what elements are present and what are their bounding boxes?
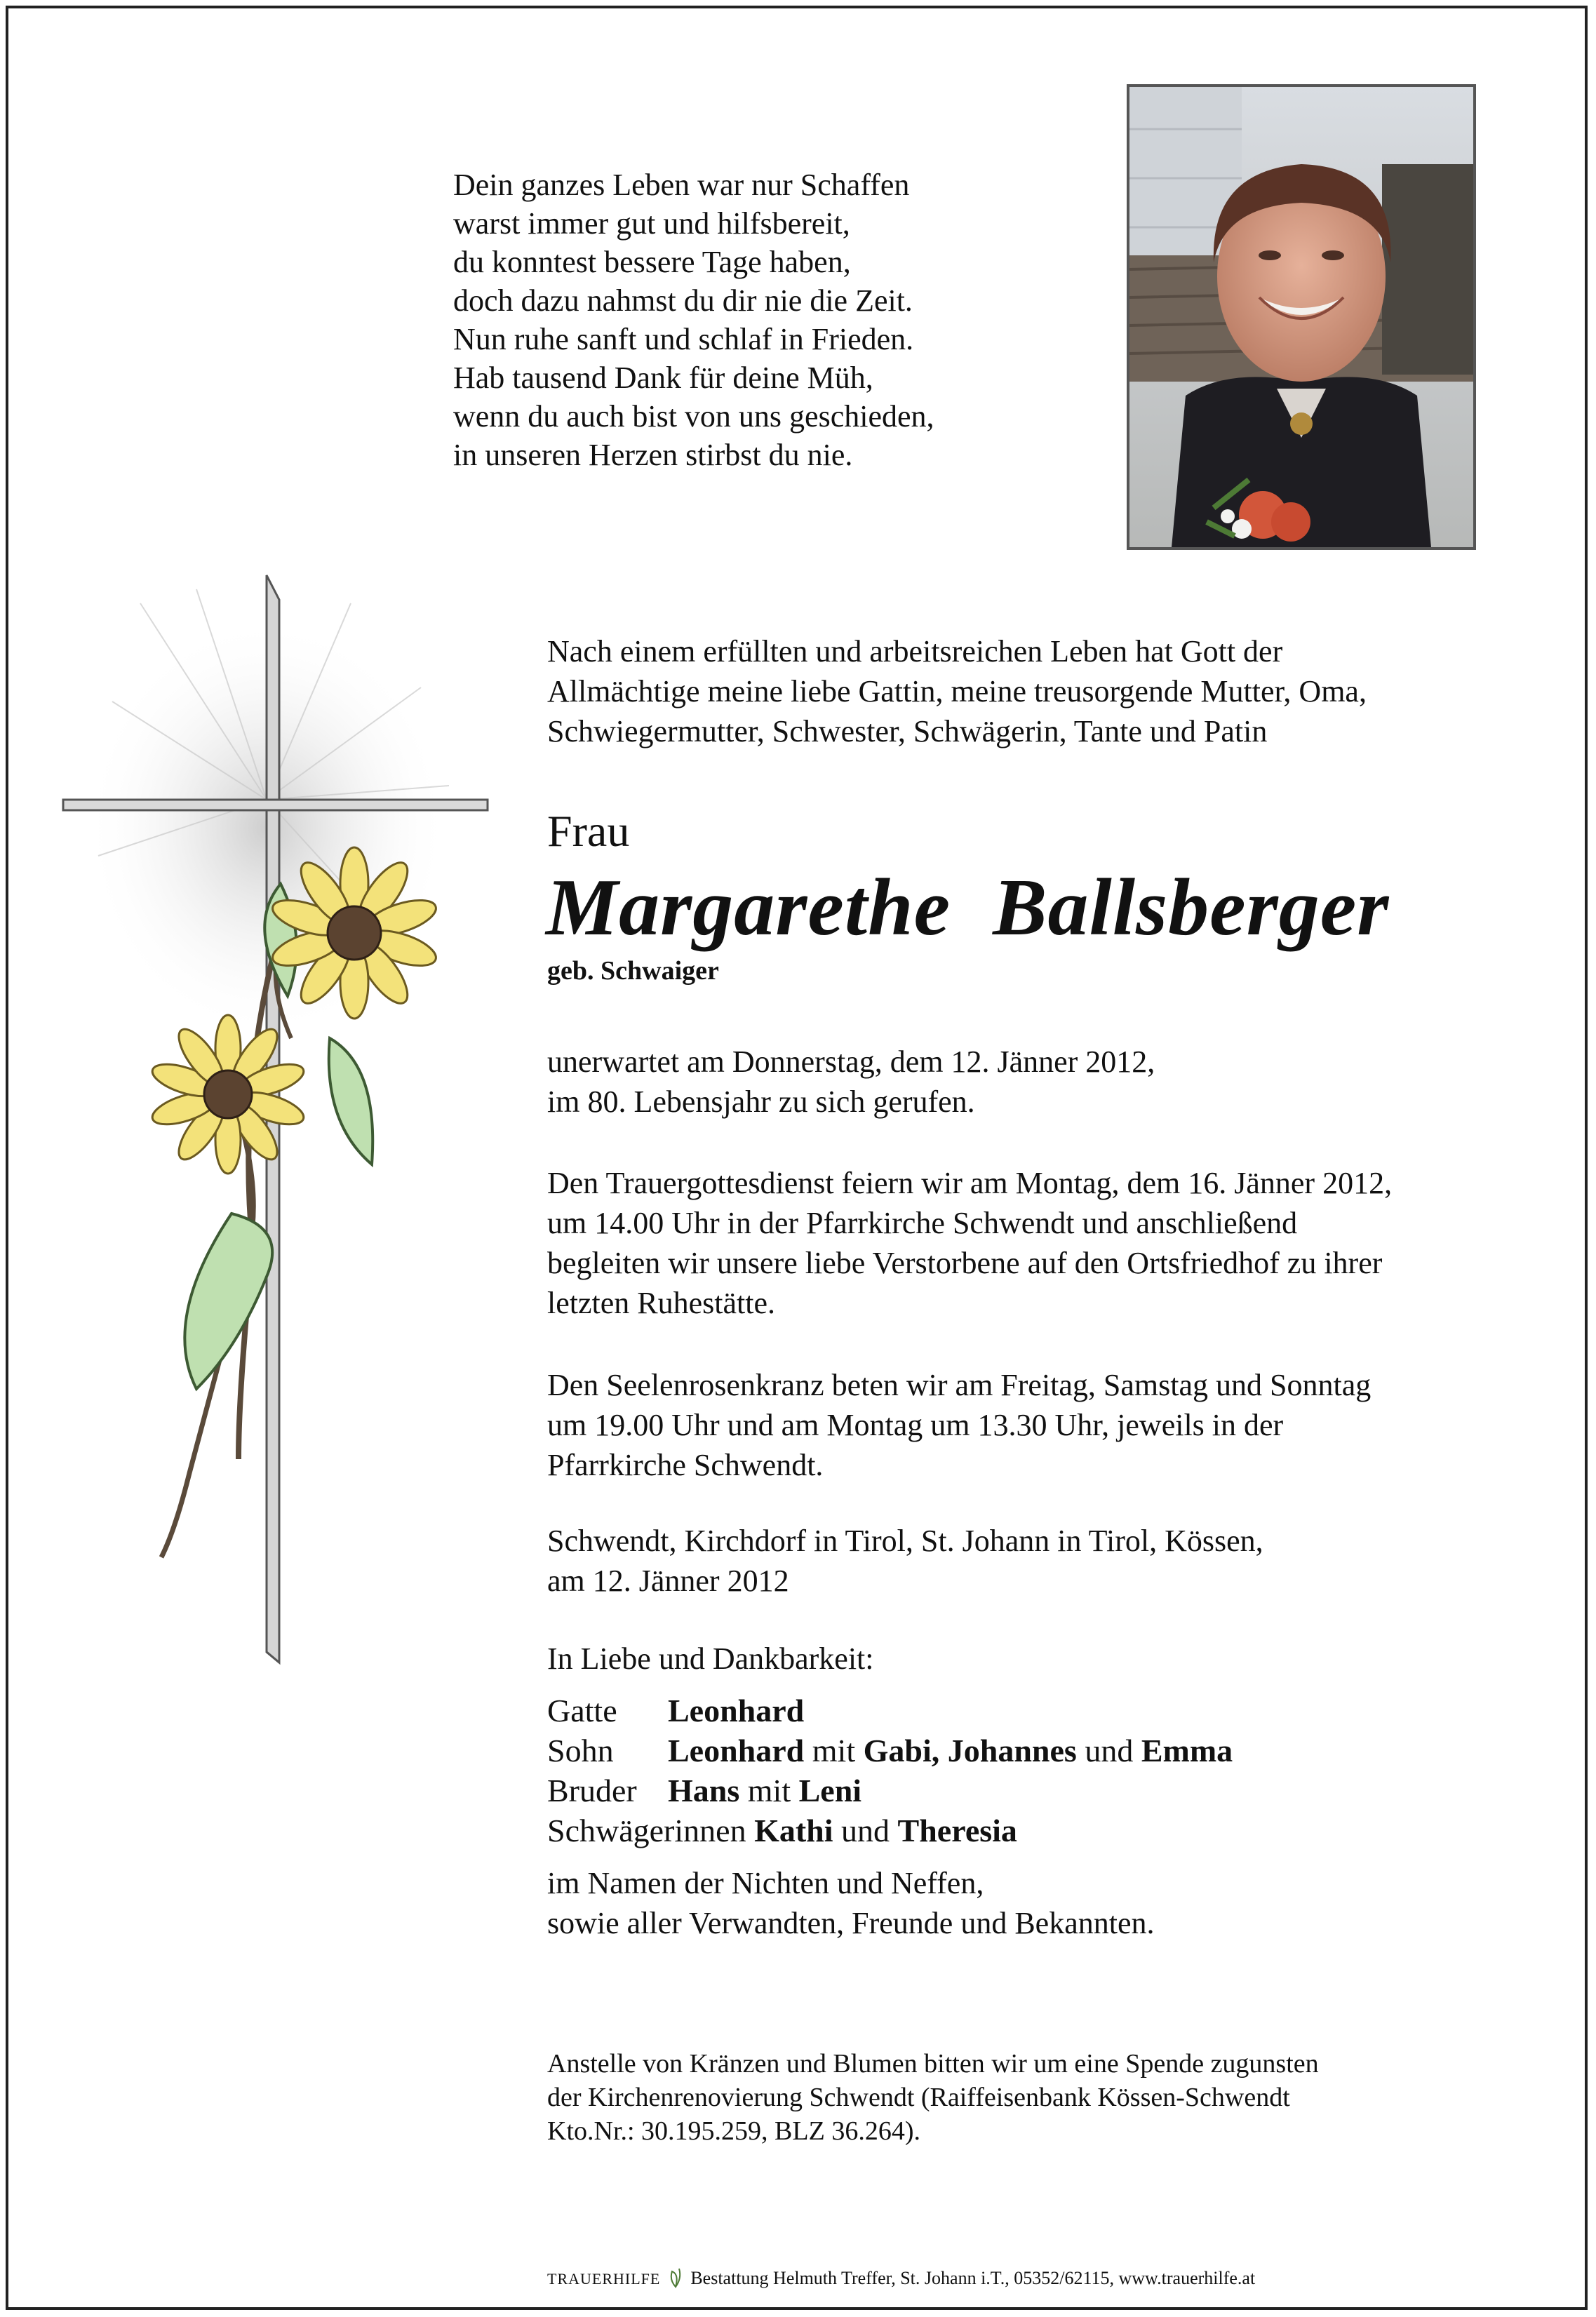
connector: mit: [812, 1733, 856, 1768]
text-line: Den Seelenrosenkranz beten wir am Freitag, Samstag und Sonntag: [547, 1368, 1372, 1402]
last-name: Ballsberger: [993, 863, 1390, 953]
connector: und: [1085, 1733, 1134, 1768]
poem-line: Hab tausend Dank für deine Müh,: [453, 361, 873, 395]
relation-label: Schwägerinnen: [547, 1813, 746, 1848]
footer: [547, 2267, 1255, 2289]
funeral-service: [547, 1163, 1550, 1323]
relative-name: Theresia: [897, 1813, 1017, 1848]
relative-name: Leonhard: [668, 1733, 805, 1768]
text-line: der Kirchenrenovierung Schwendt (Raiffeisenbank Kössen-Schwendt: [547, 2083, 1290, 2112]
relative-name: Kathi: [754, 1813, 833, 1848]
footer-brand: TRAUERHILFE: [547, 2270, 661, 2288]
text-line: Schwendt, Kirchdorf in Tirol, St. Johann in Tirol, Kössen,: [547, 1524, 1263, 1558]
text-line: Anstelle von Kränzen und Blumen bitten wir um eine Spende zugunsten: [547, 2049, 1319, 2078]
poem-line: doch dazu nahmst du dir nie die Zeit.: [453, 283, 913, 318]
rosary-prayer: [547, 1365, 1550, 1485]
poem-line: warst immer gut und hilfsbereit,: [453, 206, 850, 241]
cross-sunflower-illustration: [56, 561, 505, 1684]
relatives-list: [547, 1691, 1233, 1851]
text-line: Allmächtige meine liebe Gattin, meine treusorgende Mutter, Oma,: [547, 674, 1367, 708]
portrait-image: [1129, 87, 1473, 547]
text-line: am 12. Jänner 2012: [547, 1564, 789, 1598]
poem: [453, 166, 1085, 474]
death-notice: [547, 1042, 1550, 1122]
poem-line: Dein ganzes Leben war nur Schaffen: [453, 168, 910, 202]
text-line: Nach einem erfüllten und arbeitsreichen Leben hat Gott der: [547, 634, 1283, 669]
text-line: Kto.Nr.: 30.195.259, BLZ 36.264).: [547, 2116, 920, 2146]
cross-icon: [56, 561, 505, 1684]
relative-row: [547, 1811, 1233, 1851]
text-line: begleiten wir unsere liebe Verstorbene auf den Ortsfriedhof zu ihrer: [547, 1246, 1383, 1280]
gratitude-heading: [547, 1639, 1550, 1679]
relative-row: [547, 1691, 1233, 1731]
text-line: In Liebe und Dankbarkeit:: [547, 1641, 874, 1676]
salutation: Frau: [547, 806, 630, 856]
deceased-name: [546, 861, 1389, 955]
relation-label: Bruder: [547, 1773, 637, 1808]
poem-line: in unseren Herzen stirbst du nie.: [453, 438, 853, 472]
connector: und: [841, 1813, 890, 1848]
text-line: im 80. Lebensjahr zu sich gerufen.: [547, 1084, 975, 1119]
poem-line: Nun ruhe sanft und schlaf in Frieden.: [453, 322, 914, 356]
text-line: Schwiegermutter, Schwester, Schwägerin, Tante und Patin: [547, 714, 1268, 748]
text-line: sowie aller Verwandten, Freunde und Bekannten.: [547, 1906, 1155, 1940]
text-line: Pfarrkirche Schwendt.: [547, 1448, 824, 1482]
text-line: Den Trauergottesdienst feiern wir am Montag, dem 16. Jänner 2012,: [547, 1166, 1393, 1200]
text-line: um 19.00 Uhr und am Montag um 13.30 Uhr, jeweils in der: [547, 1408, 1284, 1442]
text-line: letzten Ruhestätte.: [547, 1286, 775, 1320]
birth-name: geb. Schwaiger: [547, 956, 719, 986]
leaf-icon: [668, 2267, 683, 2288]
footer-text: Bestattung Helmuth Treffer, St. Johann i.T., 05352/62115, www.trauerhilfe.at: [690, 2268, 1256, 2288]
relative-name: Leni: [798, 1773, 862, 1808]
text-line: um 14.00 Uhr in der Pfarrkirche Schwendt und anschließend: [547, 1206, 1298, 1240]
text-line: im Namen der Nichten und Neffen,: [547, 1866, 984, 1900]
relative-row: [547, 1731, 1233, 1771]
relative-name: Emma: [1141, 1733, 1233, 1768]
closing-text: [547, 1863, 1550, 1943]
sunflower-icon: [149, 1015, 307, 1174]
donation-note: [547, 2047, 1319, 2148]
poem-line: wenn du auch bist von uns geschieden,: [453, 399, 934, 434]
place-date: [547, 1521, 1550, 1601]
intro-text: [547, 631, 1550, 751]
relative-name: Gabi, Johannes: [863, 1733, 1077, 1768]
first-name: Margarethe: [546, 863, 951, 953]
relation-label: Gatte: [547, 1693, 617, 1728]
portrait-photo: [1127, 84, 1476, 550]
relative-name: Leonhard: [668, 1693, 805, 1728]
text-line: unerwartet am Donnerstag, dem 12. Jänner 2012,: [547, 1045, 1155, 1079]
relation-label: Sohn: [547, 1733, 614, 1768]
poem-line: du konntest bessere Tage haben,: [453, 245, 851, 279]
relative-row: [547, 1771, 1233, 1811]
relative-name: Hans: [668, 1773, 740, 1808]
connector: mit: [747, 1773, 791, 1808]
